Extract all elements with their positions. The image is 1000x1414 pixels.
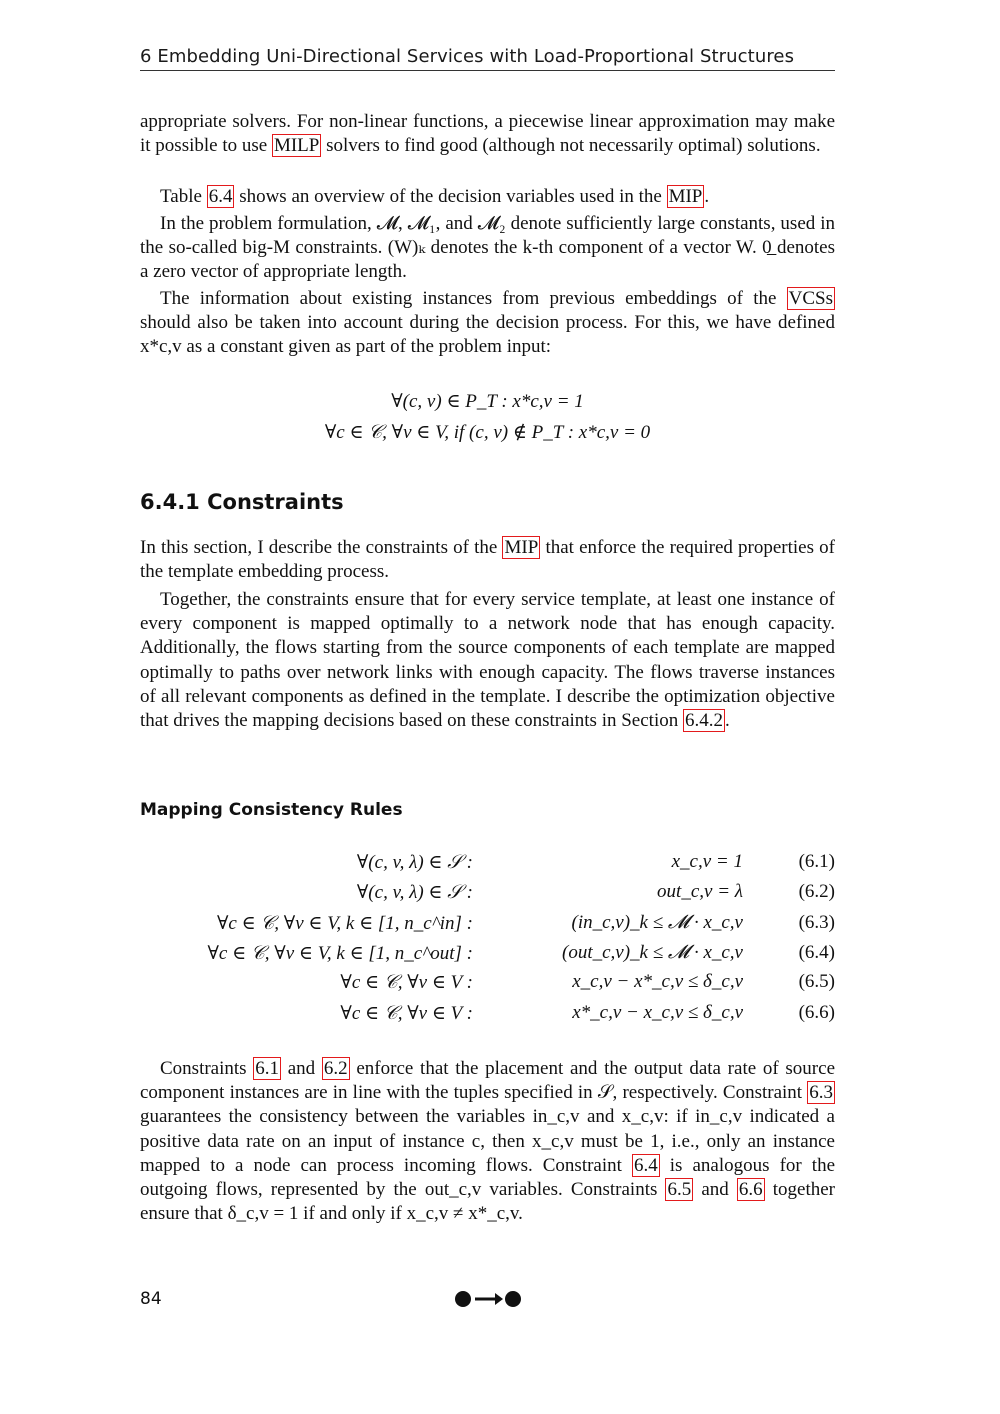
link-vcs[interactable]: VCSs xyxy=(788,288,833,309)
subsection-heading: Mapping Consistency Rules xyxy=(140,800,403,820)
text: appropriate solvers. For non-linear functions, a piecewise linear approximation may make it possible to use xyxy=(140,111,835,157)
text: shows an overview of the decision variables used in the xyxy=(234,186,667,207)
closing-paragraph xyxy=(140,1057,835,1226)
equation-row xyxy=(200,881,835,909)
link-eq-6-6[interactable]: 6.6 xyxy=(738,1179,763,1201)
equation-row xyxy=(200,851,835,879)
equation-expression: out_c,v = λ xyxy=(657,881,743,902)
text: . xyxy=(724,710,730,732)
equation-condition: ∀c ∈ 𝒞, ∀v ∈ V : xyxy=(340,1003,473,1024)
link-eq-6-3[interactable]: 6.3 xyxy=(809,1082,833,1104)
page-number: 84 xyxy=(140,1289,162,1309)
section-paragraph-2 xyxy=(140,588,835,733)
link-eq-6-4[interactable]: 6.4 xyxy=(633,1154,658,1176)
link-table-6-4[interactable]: 6.4 xyxy=(208,186,233,207)
equation-expression: x_c,v = 1 xyxy=(671,851,743,872)
text: guarantees the consistency between the variables in_c,v and x_c,v: if in_c,v indicated a positive data rate on an input of instance c, then x_c,v must be 1, i.e., only an instance mapped to a node can process incoming flows. Constraint xyxy=(140,1106,835,1176)
text: is analogous for the outgoing flows, represented by the out_c,v variables. Constraints xyxy=(140,1154,836,1201)
text: that enforce the required properties of the template embedding process. xyxy=(140,537,835,583)
display-equation-1: ∀(c, v) ∈ P_T : x*c,v = 1 xyxy=(391,391,584,412)
section-heading: 6.4.1 Constraints xyxy=(140,490,344,514)
equation-condition: ∀c ∈ 𝒞, ∀v ∈ V, k ∈ [1, n_c^in] : xyxy=(216,913,473,934)
intro-paragraph-2 xyxy=(140,185,835,209)
equation-row xyxy=(200,912,835,940)
display-equation-2: ∀c ∈ 𝒞, ∀v ∈ V, if (c, v) ∉ P_T : x*c,v = 0 xyxy=(324,422,651,443)
equation-expression: x_c,v − x*_c,v ≤ δ_c,v xyxy=(572,971,743,992)
equation-expression: (in_c,v)_k ≤ 𝓜 · x_c,v xyxy=(571,912,743,933)
equation-expression: (out_c,v)_k ≤ 𝓜 · x_c,v xyxy=(562,942,743,963)
equation-number: (6.6) xyxy=(798,1002,835,1023)
text: The information about existing instances from previous embeddings of the xyxy=(160,288,787,309)
dot-arrow-dot-icon xyxy=(453,1288,523,1310)
text: enforce that the placement and the output data rate of source component instances are in line with the tuples specified in 𝒮, respectively. Constraint xyxy=(140,1058,835,1104)
link-mip[interactable]: MIP xyxy=(668,186,703,207)
intro-paragraph-1 xyxy=(140,110,835,158)
page xyxy=(140,0,835,1414)
text: together ensure that δ_c,v = 1 if and only if x_c,v ≠ x*_c,v. xyxy=(140,1179,835,1225)
link-eq-6-2[interactable]: 6.2 xyxy=(323,1058,348,1079)
text: should also be taken into account during the decision process. For this, we have defined x*c,v as a constant given as part of the problem input: xyxy=(140,312,835,358)
equation-number: (6.4) xyxy=(798,942,835,963)
equation-condition: ∀c ∈ 𝒞, ∀v ∈ V, k ∈ [1, n_c^out] : xyxy=(207,943,473,964)
equation-condition: ∀(c, v, λ) ∈ 𝒮 : xyxy=(356,852,473,873)
equation-row xyxy=(200,971,835,999)
link-eq-6-5[interactable]: 6.5 xyxy=(667,1179,692,1201)
intro-paragraph-4 xyxy=(140,287,835,360)
text: solvers to find good (although not necessarily optimal) solutions. xyxy=(321,135,821,157)
equation-row xyxy=(200,942,835,970)
intro-paragraph-3: In the problem formulation, 𝓜, 𝓜₁, and 𝓜₂ denote sufficiently large constants, used in the so-called big-M constraints. (W)ₖ denotes the k-th component of a vector W. 0̲ denotes a zero vector of appropriate length. xyxy=(140,213,835,283)
text: Together, the constraints ensure that for every service template, at least one instance of every component is mapped optimally to a network node that has enough capacity. Additionally, the flows starting from the source components of each template are mapped optimally to paths over network links with enough capacity. The flows traverse instances of all relevant components as defined in the template. I describe the optimization objective that drives the mapping decisions based on these constraints in Section xyxy=(140,589,835,732)
equation-expression: x*_c,v − x_c,v ≤ δ_c,v xyxy=(572,1002,743,1023)
equation-condition: ∀(c, v, λ) ∈ 𝒮 : xyxy=(356,882,473,903)
text: In this section, I describe the constraints of the xyxy=(140,537,503,558)
equation-row xyxy=(200,1002,835,1030)
equation-number: (6.3) xyxy=(798,912,835,933)
equation-number: (6.1) xyxy=(798,851,835,872)
link-section-6-4-2[interactable]: 6.4.2 xyxy=(684,710,723,732)
equation-number: (6.2) xyxy=(798,881,835,902)
link-eq-6-1[interactable]: 6.1 xyxy=(255,1058,280,1079)
equation-condition: ∀c ∈ 𝒞, ∀v ∈ V : xyxy=(340,972,473,993)
link-milp[interactable]: MILP xyxy=(273,135,320,157)
text: and xyxy=(693,1179,737,1201)
text: . xyxy=(704,186,710,207)
equation-number: (6.5) xyxy=(798,971,835,992)
text: Table xyxy=(160,186,207,207)
section-paragraph-1 xyxy=(140,536,835,584)
link-mip[interactable]: MIP xyxy=(504,537,539,558)
text: Constraints xyxy=(160,1058,254,1079)
running-header: 6 Embedding Uni-Directional Services with Load-Proportional Structures xyxy=(140,46,835,71)
text: and xyxy=(281,1058,322,1079)
